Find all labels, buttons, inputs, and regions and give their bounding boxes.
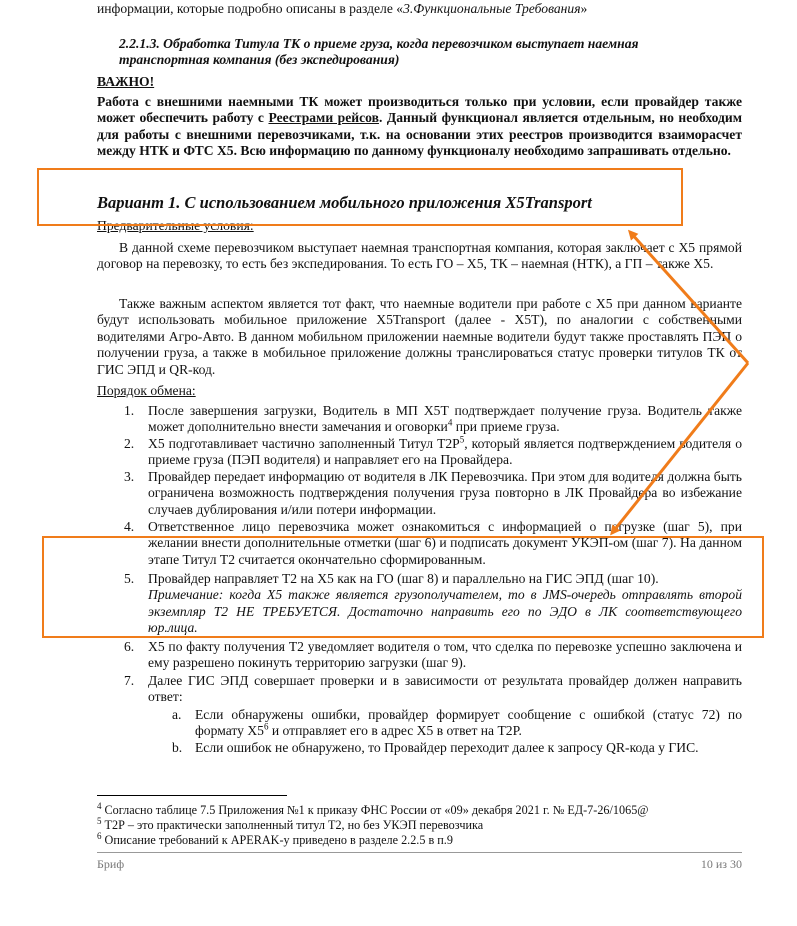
registry-link[interactable]: Реестрами рейсов — [268, 110, 379, 126]
list-item: 2. Х5 подготавливает частично заполненный Титул $Т2Р^5$, который является подтверждением водителя о приеме груза (ПЭП водителя) и направляет его на Провайдера. — [124, 434, 742, 468]
footnote: $^4$ Согласно таблице 7.5 Приложения №1 к приказу ФНС России от «09» декабря 2021 г. № ЕД-7-26/1065@ — [97, 800, 649, 817]
arrow-line-lower — [612, 363, 748, 533]
section-heading: 2.2.1.3. Обработка Титула ТК о приеме груза, когда перевозчиком выступает наемная транспортная компания (без экспедирования) — [119, 36, 639, 68]
footnote: $^5$ Т2Р – это практически заполненный титул Т2, но без УКЭП перевозчика — [97, 815, 484, 832]
list-item: 1. После завершения загрузки, Водитель в МП X5T подтверждает получение груза. Водитель также может дополнительно внести замечания и оговорки$^4$ при приеме груза. — [124, 403, 742, 435]
footnote-ref: 5 — [459, 434, 465, 445]
important-text: Работа с внешними наемными ТК может производиться только при условии, если провайдер также может обеспечить работу с Реестрами рейсов. Данный функционал является отдельным, но необходим для работы с внешними перевозчиками, т.к. на основании этих реестров производится взаиморасчет между НТК и ФТС Х5. Всю информацию по данному функционалу необходимо запрашивать отдельно. — [97, 94, 742, 159]
arrow-line-upper — [630, 232, 748, 363]
top-line: информации, которые подробно описаны в разделе «3.Функциональные Требования» — [97, 1, 588, 16]
footnote-ref: 4 — [447, 417, 453, 428]
footnote-ref: 6 — [263, 721, 269, 732]
list-item: b. Если ошибок не обнаружено, то Провайдер переходит далее к запросу QR-кода у ГИС. — [172, 740, 699, 755]
list-item: 5. Провайдер направляет Т2 на Х5 как на ГО (шаг 8) и параллельно на ГИС ЭПД (шаг 10). Примечание: когда Х5 также является грузополучателем, то в JMS-очередь отправлять второй экземпляр Т2 НЕ ТРЕБУЕТСЯ. Достаточно направить его по ЭДО в ЛК соответствующего юр.лица. — [124, 571, 742, 636]
footnote: $^6$ Описание требований к APERAK-у приведено в разделе 2.2.5 в п.9 — [97, 830, 453, 847]
paragraph-2: Также важным аспектом является тот факт, что наемные водители при работе с Х5 при данном варианте будут использовать мобильное приложение X5Transport (далее - X5T), по аналогии с собственными водителями Агро-Авто. В данном мобильном приложении наемные водители будут также проставлять ПЭП о получении груза, а также в мобильное приложение должны транслироваться статус проверки титулов ТК от ГИС ЭПД и QR-код. — [97, 296, 742, 377]
list-item: 6. Х5 по факту получения Т2 уведомляет водителя о том, что сделка по перевозке успешно заключена и ему разрешено покинуть территорию загрузки (шаг 9). — [124, 639, 742, 671]
prereq-label: Предварительные условия: — [97, 218, 254, 233]
paragraph-1: В данной схеме перевозчиком выступает наемная транспортная компания, которая заключает с Х5 прямой договор на перевозку, то есть без экспедирования. То есть ГО – Х5, ТК – наемная (НТК), а ГП – также Х5. — [97, 240, 742, 272]
exchange-label: Порядок обмена: — [97, 383, 196, 398]
important-label: ВАЖНО! — [97, 74, 155, 89]
page-number: 10 из 30 — [700, 857, 742, 871]
list-item: a. Если обнаружены ошибки, провайдер формирует сообщение с ошибкой (статус 72) по формату $Х5^6$ и отправляет его в адрес Х5 в ответ на Т2Р. — [172, 707, 742, 739]
note-text: Примечание: когда Х5 также является грузополучателем, то в JMS-очередь отправлять второй экземпляр Т2 НЕ ТРЕБУЕТСЯ. Достаточно направить его по ЭДО в ЛК соответствующего юр.лица. — [148, 587, 742, 636]
footer-left: Бриф — [97, 857, 125, 871]
section-reference: 3.Функциональные Требования — [403, 1, 581, 16]
list-item: 3. Провайдер передает информацию от водителя в ЛК Перевозчика. При этом для водителя должна быть ограничена возможность подтверждения получения груза повторно в ЛК Провайдера во избежание случаев дублирования и/или потери информации. — [124, 469, 742, 517]
list-item: 7. Далее ГИС ЭПД совершает проверки и в зависимости от результата провайдер должен направить ответ: — [124, 673, 742, 705]
list-item: 4. Ответственное лицо перевозчика может ознакомиться с информацией о погрузке (шаг 5), при желании внести дополнительные отметки (шаг 6) и подписать документ УКЭП-ом (шаг 7). На данном этапе Титул Т2 считается окончательно сформированным. — [124, 519, 742, 567]
variant-heading: Вариант 1. С использованием мобильного приложения X5Transport — [97, 193, 592, 212]
